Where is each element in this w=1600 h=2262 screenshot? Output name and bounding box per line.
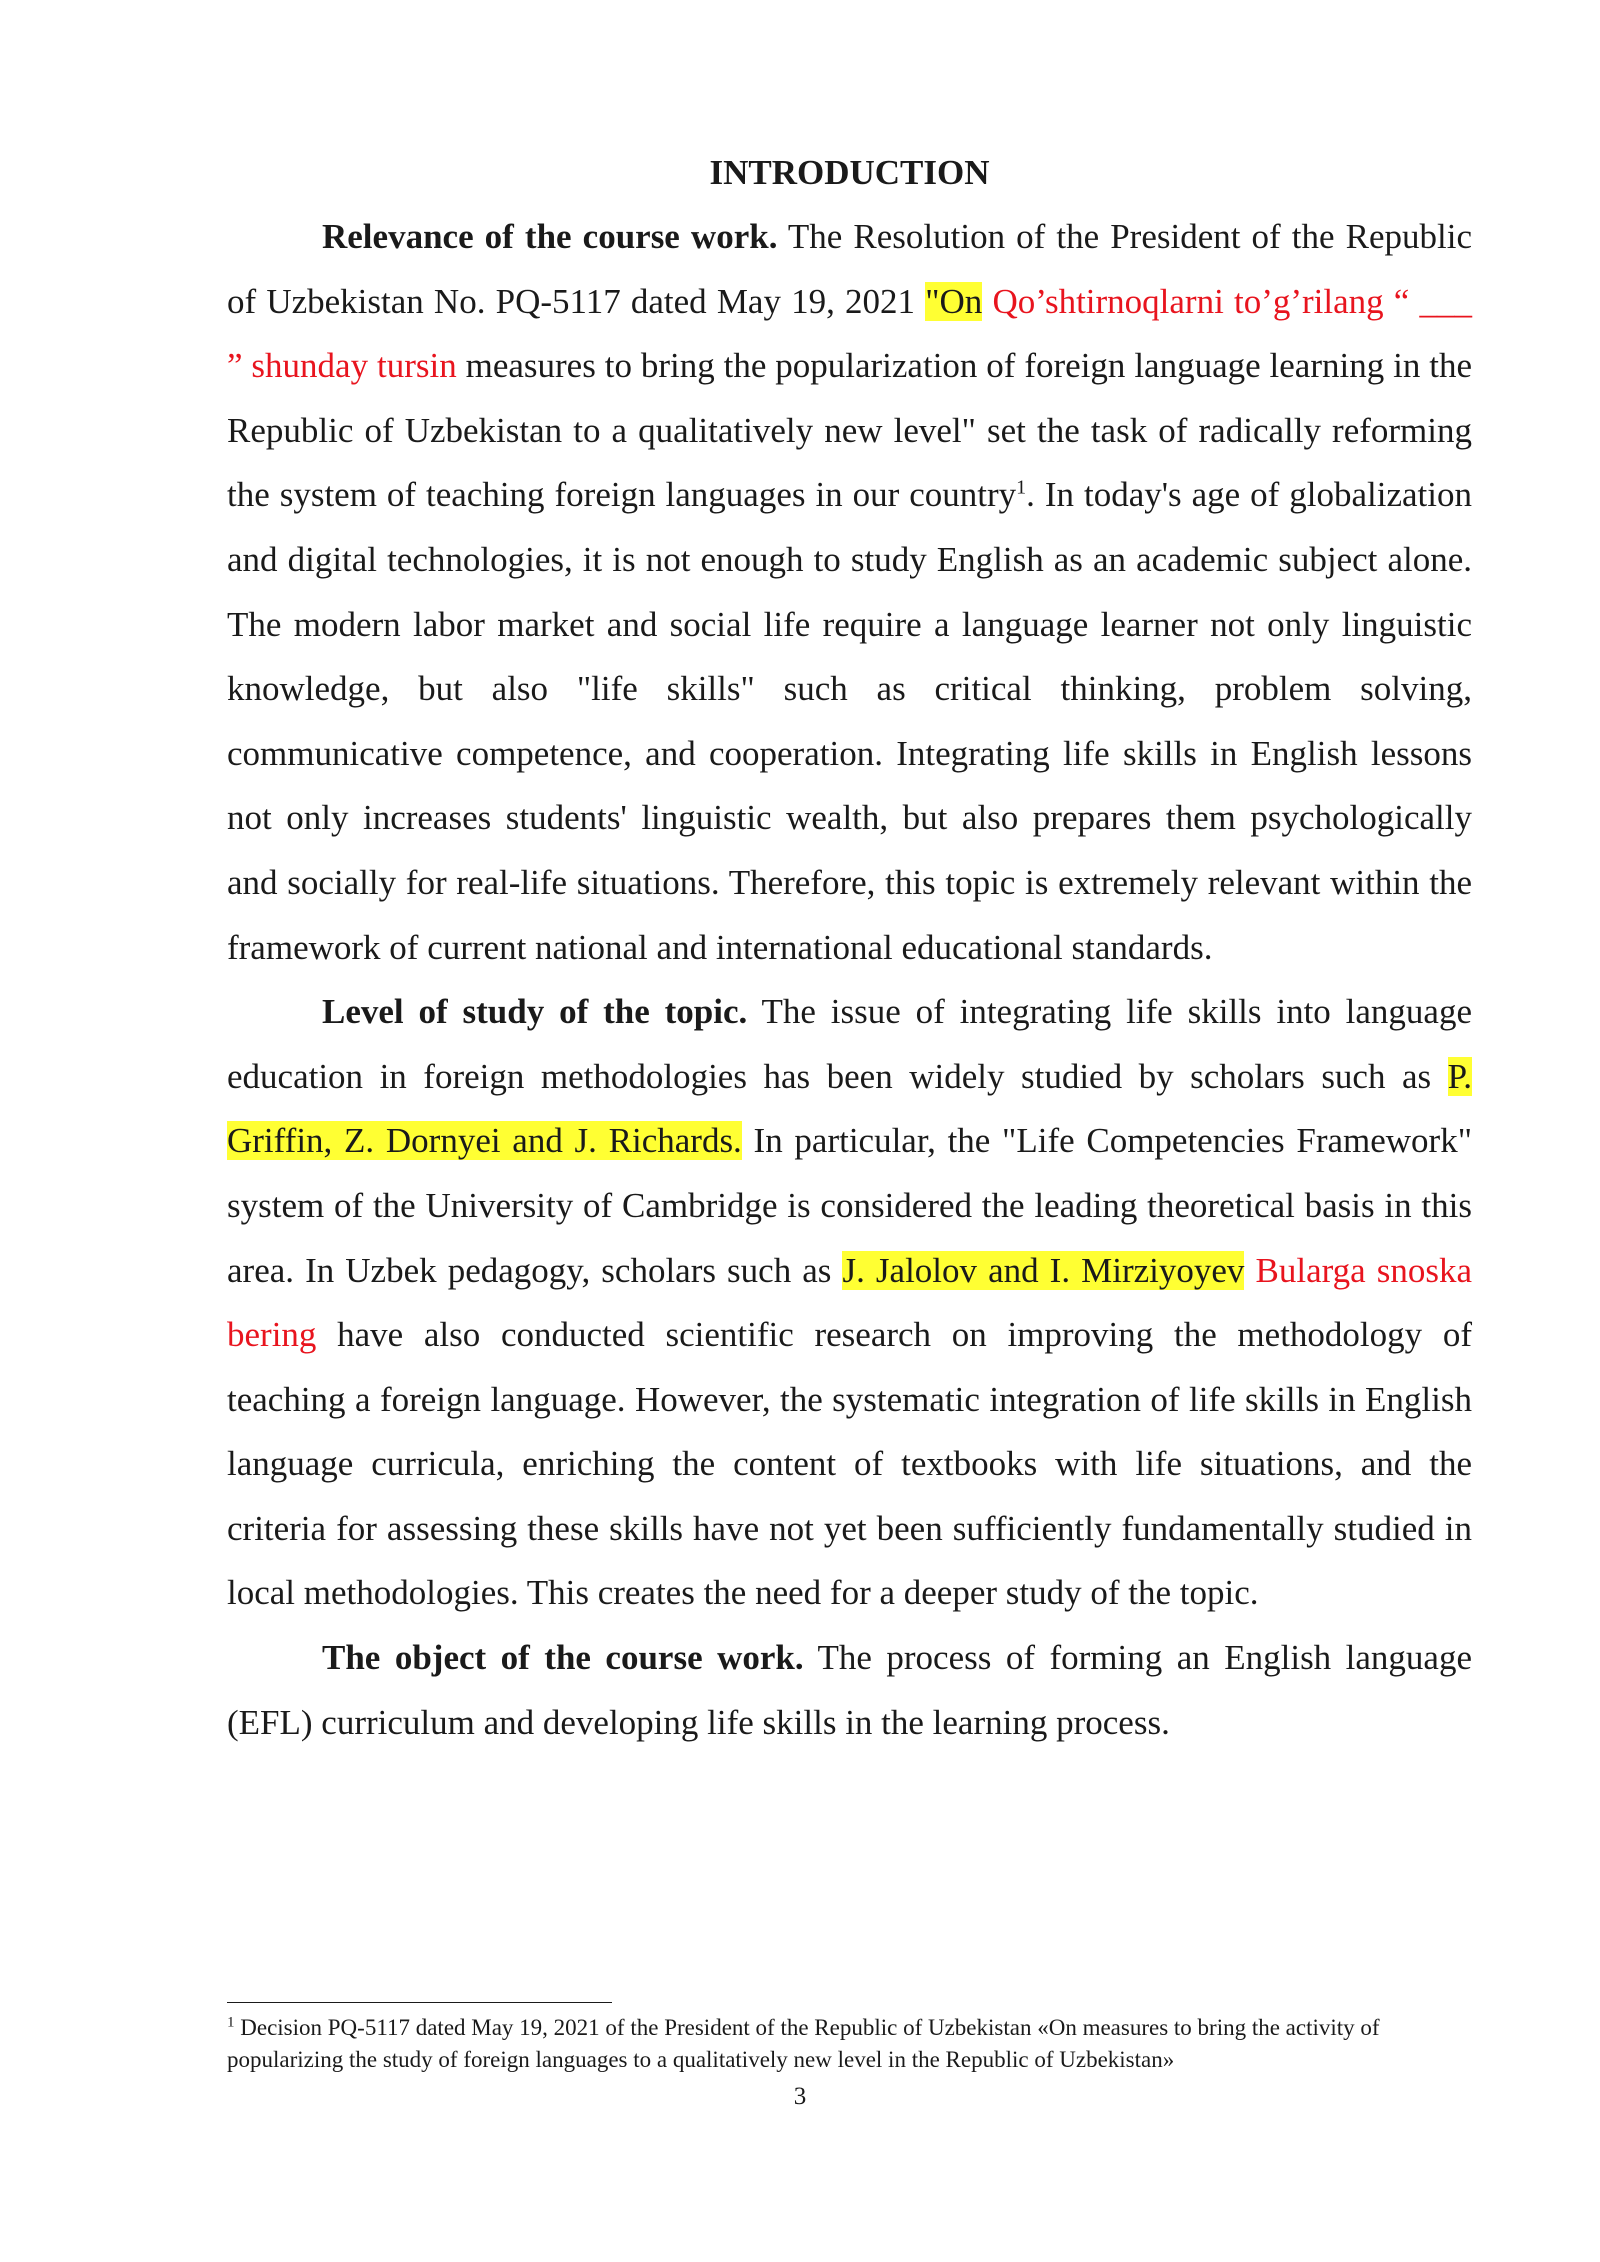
level-of-study-text-2: In particular, the "Life Competencies Framework" system of the University of Cambridge is considered the leading theoretical basis in this area. In Uzbek pedagogy, scholars such as	[227, 1121, 1472, 1290]
footnote-reference[interactable]: 1	[1016, 476, 1027, 499]
page-title: INTRODUCTION	[709, 153, 990, 192]
footnote	[227, 2012, 1472, 2076]
footnote-separator	[227, 2002, 612, 2003]
level-of-study-heading: Level of study of the topic.	[322, 992, 748, 1032]
relevance-space	[982, 282, 992, 321]
relevance-heading: Relevance of the course work.	[322, 217, 778, 256]
level-of-study-space	[1244, 1251, 1255, 1290]
level-of-study-paragraph	[227, 980, 1472, 1626]
object-paragraph	[227, 1626, 1472, 1755]
object-heading: The object of the course work.	[322, 1638, 804, 1678]
highlighted-uzbek-scholars: J. Jalolov and I. Mirziyoyev	[842, 1250, 1245, 1290]
reviewer-comment-footnote: Bularga snoska bering	[227, 1250, 1472, 1355]
relevance-paragraph	[227, 205, 1472, 980]
page-number: 3	[793, 2083, 807, 2110]
footnote-number: 1	[227, 2014, 235, 2031]
footnote-text: Decision PQ-5117 dated May 19, 2021 of the President of the Republic of Uzbekistan «On measures to bring the activity of popularizing the study of foreign languages to a qualitatively new level in the Republic of Uzbekistan»	[227, 2015, 1380, 2072]
object-text-1: The process of forming an English language (EFL) curriculum and developing life skills in the learning process.	[227, 1638, 1472, 1742]
page-content	[227, 145, 1472, 1755]
highlighted-foreign-scholars: P. Griffin, Z. Dornyei and J. Richards.	[227, 1056, 1472, 1161]
highlighted-quote-mark: "On	[925, 281, 983, 321]
reviewer-comment-quotes: Qo’shtirnoqlarni to’g’rilang “ ___ ” shunday tursin	[227, 281, 1472, 386]
level-of-study-text-3: have also conducted scientific research on improving the methodology of teaching a foreign language. However, the systematic integration of life skills in English language curricula, enriching the content of textbooks with life situations, and the criteria for assessing these skills have not yet been sufficiently fundamentally studied in local methodologies. This creates the need for a deeper study of the topic.	[227, 1315, 1472, 1613]
relevance-text-2: measures to bring the popularization of foreign language learning in the Republic of Uzbekistan to a qualitatively new level" set the task of radically reforming the system of teaching foreign languages in our country	[227, 346, 1472, 515]
relevance-text-3: . In today's age of globalization and digital technologies, it is not enough to study English as an academic subject alone. The modern labor market and social life require a language learner not only linguistic knowledge, but also "life skills" such as critical thinking, problem solving, communicative competence, and cooperation. Integrating life skills in English lessons not only increases students' linguistic wealth, but also prepares them psychologically and socially for real-life situations. Therefore, this topic is extremely relevant within the framework of current national and international educational standards.	[227, 475, 1472, 967]
relevance-text-1: The Resolution of the President of the Republic of Uzbekistan No. PQ-5117 dated May 19, 2021	[227, 217, 1472, 321]
level-of-study-text-1: The issue of integrating life skills into language education in foreign methodologies has been widely studied by scholars such as	[227, 992, 1472, 1096]
